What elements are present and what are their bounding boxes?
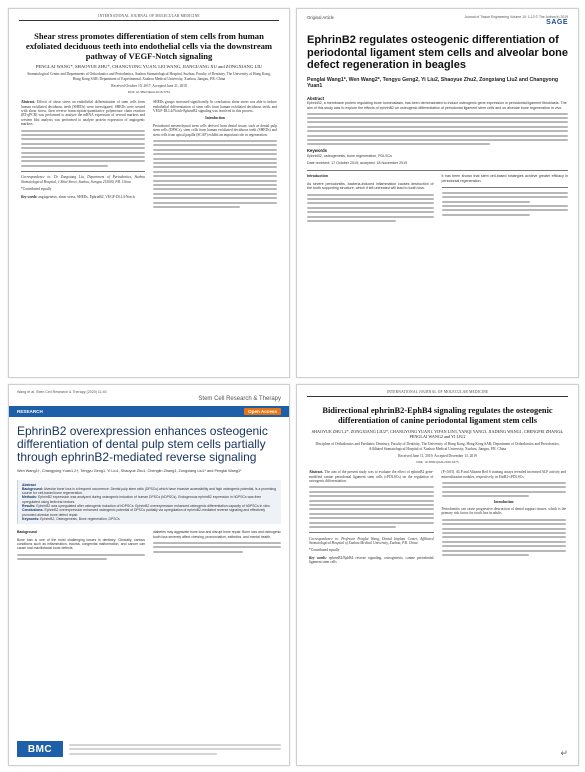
introduction-text: Periodontitis can cause progressive destruction of dental support tissues, which is the primary risk factor for tooth loss in adults. (441, 506, 566, 516)
journal-name: Stem Cell Research & Therapy (198, 396, 281, 402)
conclusions-label: Conclusions: (22, 508, 44, 513)
abstract-paragraph (21, 100, 145, 126)
text-line (21, 156, 145, 158)
text-line (307, 139, 568, 141)
received-dates: Received October 10, 2017; Accepted June 21, 2018 (111, 84, 187, 89)
publisher-logo: BMC (17, 741, 63, 757)
abstract-text: Effects of shear stress on endothelial differentiation of stem cells from human exfoliated deciduous teeth (SHEDs) were investigated. SHEDs were treated with shear stress, then reverse transcription-quantitative polymerase chain reaction (RT-qPCR) was performed to analyze the mRNA expression of several markers and western blot analysis was performed to analyze protein expression of angiogenic markers. (21, 100, 145, 127)
header-rule (19, 20, 279, 21)
text-line (153, 149, 277, 151)
author-list: SHAOYUE ZHU1,2*, ZONGXIANG LIU2*, CHANGYONG YUAN1, YIFAN LIN3, YANQI YANG3, JIADENG WANG1, CHENGFEI ZHANG4, PENGLAI WANG2 and YI LIU2 (311, 429, 564, 439)
text-line (153, 206, 240, 208)
introduction-continued: It has been shown that stem cell-based strategies achieve greater efficacy in periodontal regeneration. (441, 174, 568, 183)
text-line (442, 554, 529, 556)
text-line (307, 216, 434, 218)
text-line (442, 532, 567, 534)
text-line (17, 558, 107, 560)
text-line (153, 166, 277, 168)
abstract-block (307, 97, 568, 171)
background-body: Bone loss is one of the most challenging issues in dentistry. Clinically, various conditions such as inflammation, trauma, congenital malformation, and cancer can cause oral maxillofacial bone defects. (17, 537, 145, 551)
contributed-note: *Contributed equally (309, 548, 340, 553)
text-line (153, 542, 281, 544)
abstract-text: The aim of the present study was to evaluate the effect of ephrinB2 gene-modified canine periodontal ligament stem cells (cPDLSCs) on the regulation of osteogenic differentiation. (309, 470, 434, 483)
background-text: Alveolar bone loss is a frequent occurrence. Dental pulp stem cells (DPSCs) which have invasive accessibility and high osteogenic potential, is a promising source for cell-based bone regeneration. (22, 486, 277, 496)
left-column (309, 470, 434, 567)
conclusions-text: EphrinB2 overexpression enhanced osteogenic potential of DPSCs partially via upregulation of ephrinB2-mediated reverse signaling and effectively promoted alveolar bone defect repair. (22, 508, 266, 517)
open-access-badge: Open Access (244, 408, 281, 415)
affiliation: Discipline of Orthodontics and Paediatric Dentistry, Faculty of Dentistry, The University of Hong Kong, Hong Kong SAR; Department of Orthodontics and Periodontics, Affiliated Stomatological Hospital of Xuzhou Medical University, Xuzhou, Jiangsu, P.R. China (315, 442, 560, 451)
keywords-text: EphrinB2, Osteogenesis, Bone regeneration, DPSCs (40, 516, 120, 521)
text-line (153, 546, 281, 548)
text-line (309, 517, 434, 519)
license-footer (69, 741, 281, 757)
text-line (21, 130, 145, 132)
text-line (307, 113, 568, 115)
abstract-methods (22, 495, 277, 504)
abstract-heading: Abstract (22, 482, 36, 487)
text-line (69, 753, 217, 755)
contributed-note: *Contributed equally (21, 187, 52, 192)
keywords-heading: Keywords (307, 148, 328, 154)
introduction-heading: Introduction (493, 499, 514, 504)
paper-title: EphrinB2 overexpression enhances osteogenic differentiation of dental pulp stem cells partially through ephrinB2-mediated reverse signaling (17, 424, 268, 464)
keywords-block (307, 149, 568, 158)
page-top-bar (9, 385, 289, 394)
footnote-rule (21, 171, 145, 172)
left-column (21, 100, 145, 210)
received-dates: Received June 11, 2019; Accepted December 13, 2019 (398, 454, 477, 459)
text-line (153, 175, 277, 177)
background-label: Background: (22, 486, 43, 491)
text-line (309, 500, 434, 502)
keywords-paragraph (309, 556, 434, 565)
paper-page-ephrinb2-ephb4 (296, 384, 579, 766)
paper-title: Shear stress promotes differentiation of stem cells from human exfoliated deciduous teeth into endothelial cells via the downstream pathway of VEGF-Notch signaling (25, 31, 273, 61)
text-line (153, 184, 277, 186)
journal-header: INTERNATIONAL JOURNAL OF MOLECULAR MEDICINE (386, 390, 489, 394)
article-type: Original Article (307, 15, 334, 20)
text-line (442, 209, 569, 211)
text-line (309, 513, 434, 515)
text-line (307, 198, 434, 200)
right-column (442, 174, 569, 224)
doi: DOI: 10.3892/ijmm.2020.4475 (416, 460, 459, 465)
text-line (442, 486, 567, 488)
abstract-text: EphrinB2, a membrane protein regulating bone homeostasis, has been demonstrated to induce osteogenic gene expression in periodontal ligament fibroblasts. The aim of this study was to explore the effects of ephrinB2 on osteogenic differentiation of periodontal ligament stem cells and on alveolar bone regeneration in vivo. (307, 101, 567, 110)
background-heading: Background (17, 530, 37, 535)
author-list: Wen Wang1†, Changyong Yuan1,2†, Tengyu Geng1, Yi Liu1, Shaoyue Zhu1, Chenglin Zhang1, Zongxiang Liu1* and Penglai Wang1* (17, 469, 242, 473)
text-line (307, 117, 568, 119)
journal-info: Journal of Tissue Engineering Volume 10: 1-13 © The Author(s) 2019 (464, 15, 568, 19)
doi: DOI: 10.3892/ijmm.2018.3761 (127, 90, 171, 95)
body-columns (17, 530, 281, 562)
body-right-text: diabetes may aggravate bone loss and disrupt bone repair. Bone loss and osteogenic tooth loss severely affect chewing, pronunciation, esthetics, and mental health. (153, 530, 281, 539)
text-line (21, 138, 145, 140)
paper-page-ephrinb2-pdlsc (296, 8, 579, 378)
keywords-label: Key words: (309, 555, 327, 560)
affiliation: Stomatological Center and Departments of Orthodontics and Periodontics, Suzhou Stomatological Hospital, Suzhou; Faculty of Dentistry, The University of Hong Kong, Hong Kong SAR; Department of Experimental, Xuzhou Medical University, Xuzhou, Jiangsu, P.R. China (27, 72, 271, 81)
article-type-bar (9, 406, 289, 417)
text-line (442, 541, 567, 543)
abstract-heading: Abstract (307, 95, 324, 101)
introduction-text: As severe periodontitis, bacteria-induced inflammation causes destruction of the tooth supporting structure, which if left untreated will lead to tooth loss. (307, 181, 434, 191)
paper-title: EphrinB2 regulates osteogenic differentiation of periodontal ligament stem cells and alveolar bone defect regeneration in beagles (307, 34, 569, 72)
text-line (442, 192, 569, 194)
left-column (307, 174, 434, 224)
keywords-label: Key words: (21, 194, 38, 199)
abstract-keywords (22, 517, 277, 521)
text-line (442, 495, 529, 497)
footnote-rule (309, 532, 434, 533)
text-line (153, 140, 277, 142)
text-line (153, 144, 277, 146)
text-line (153, 202, 277, 204)
text-line (307, 121, 568, 123)
journal-block (464, 15, 568, 26)
right-column (153, 530, 281, 562)
text-line (307, 143, 490, 145)
text-line (307, 202, 434, 204)
text-line (307, 194, 434, 196)
left-column (17, 530, 145, 562)
abstract-background (22, 487, 277, 496)
text-line (309, 522, 434, 524)
text-line (442, 523, 567, 525)
paper-title: Bidirectional ephrinB2-EphB4 signaling regulates the osteogenic differentiation of canine periodontal ligament stem cells (322, 406, 553, 425)
abstract-label: Abstract. (309, 470, 324, 475)
text-line (307, 211, 434, 213)
results-text: EphrinB2 was upregulated after osteogenic induction of hDPSCs. EphrinB2 overexpression enhanced osteogenic differentiation capacity of hDPSCs in vitro. (36, 504, 271, 509)
journal-header: INTERNATIONAL JOURNAL OF MOLECULAR MEDICINE (98, 14, 200, 18)
text-line (309, 508, 434, 510)
keywords-text: ephrinB2/EphB4 reverse signaling, osteogenesis, canine periodontal ligament stem cells (309, 555, 434, 565)
text-line (21, 165, 108, 167)
correspondence: Correspondence to: Dr Zongxiang Liu, Department of Periodontics, Suzhou Stomatological Hospital, 1 Shizi Street, Suzhou, Jiangsu 215000, P.R. China (21, 175, 145, 184)
text-line (442, 536, 567, 538)
text-line (21, 134, 145, 136)
text-line (307, 126, 568, 128)
introduction-heading: Introduction (307, 174, 328, 179)
keywords-text: angiogenesis, shear stress, SHEDs, EphrinB2, VEGF-DLL4-Notch (38, 194, 135, 199)
text-line (442, 528, 567, 530)
abstract-box (17, 480, 281, 525)
right-column (442, 470, 567, 567)
text-line (153, 193, 277, 195)
text-line (442, 214, 531, 216)
citation-line: Wang et al. Stem Cell Research & Therapy (2020) 11:40 (17, 390, 107, 394)
text-line (153, 158, 277, 160)
body-columns (307, 174, 568, 224)
text-line (307, 135, 568, 137)
text-line (21, 160, 145, 162)
right-column (153, 100, 277, 210)
section-rule (307, 170, 568, 171)
body-columns (21, 100, 277, 210)
keywords-label: Keywords: (22, 516, 40, 521)
text-line (309, 486, 434, 488)
abstract-continued: SHEDs groups increased significantly. In conclusion, shear stress was able to induce endothelial differentiation of stem cells from human exfoliated deciduous teeth, and VEGF-DLL4/Notch-EphrinB2 signaling was involved in this process. (153, 100, 277, 113)
research-label: RESEARCH (17, 409, 43, 414)
author-list: Penglai Wang1*, Wen Wang2*, Tengyu Geng2, Yi Liu2, Shaoyue Zhu2, Zongxiang Liu2 and Changyong Yuan1 (307, 76, 559, 89)
return-mark-icon: ↵ (560, 748, 568, 758)
abstract-conclusions (22, 508, 277, 517)
abstract-label: Abstract. (21, 100, 36, 105)
keywords-paragraph (21, 195, 145, 199)
publisher-logo: SAGE (546, 19, 568, 27)
text-line (153, 162, 277, 164)
text-line (307, 207, 434, 209)
paper-page-shear-stress (8, 8, 290, 378)
text-line (21, 147, 145, 149)
paper-page-ephrinb2-dpsc (8, 384, 290, 766)
text-line (442, 196, 569, 198)
text-line (442, 201, 531, 203)
keywords-text: EphrinB2, osteogenesis, bone regeneration, PDLSCs (307, 153, 392, 158)
text-line (309, 504, 434, 506)
text-line (153, 551, 243, 553)
text-line (309, 491, 434, 493)
text-line (307, 130, 568, 132)
text-line (21, 152, 145, 154)
text-line (307, 220, 396, 222)
footnote-rule (442, 187, 569, 188)
header-rule (307, 396, 568, 397)
correspondence: Correspondence to: Professor Penglai Wang, Dental Implant Center, Affiliated Stomatological Hospital of Xuzhou Medical University, Xuzhou, P.R. China (309, 536, 434, 545)
text-line (442, 205, 569, 207)
text-line (309, 495, 434, 497)
results-label: Results: (22, 504, 36, 509)
text-line (153, 153, 277, 155)
methods-text: EphrinB2 expression was analyzed during osteogenic induction of human DPSCs (hDPSCs). Endogenous ephrinB2 expression in hDPSCs was then upregulated using lentiviral vectors. (22, 495, 262, 504)
text-line (153, 188, 277, 190)
body-columns (309, 470, 566, 567)
text-line (21, 143, 145, 145)
introduction-heading: Introduction (205, 116, 225, 121)
text-line (442, 545, 567, 547)
text-line (309, 526, 396, 528)
text-line (442, 491, 567, 493)
text-line (442, 519, 567, 521)
abstract-paragraph (309, 470, 434, 483)
abstract-continued: (P<0.05). ALP and Alizarin Red S staining assays revealed increased ALP activity and mineralization nodules, respectively, in EfnB2-cPDLSCs. (441, 470, 566, 479)
page-top-bar (297, 9, 578, 26)
introduction-text: Periodontal mesenchymal stem cells derived from dental tissue, such as dental pulp stem cells (DPSCs), stem cells from human exfoliated deciduous teeth (SHEDs) and stem cells from apical papilla (SCAP) exhibit an important role in regeneration. (153, 123, 277, 137)
author-list: PENGLAI WANG*, SHAOYUE ZHU*, CHANGYONG YUAN, LEI WANG, JIANGUANG XU and ZONGXIANG LIU (35, 64, 263, 69)
text-line (442, 550, 567, 552)
text-line (153, 197, 277, 199)
text-line (17, 554, 145, 556)
text-line (69, 748, 281, 750)
methods-label: Methods: (22, 495, 38, 500)
text-line (153, 171, 277, 173)
text-line (442, 482, 567, 484)
text-line (69, 744, 281, 746)
text-line (153, 180, 277, 182)
received-dates: Date received: 17 October 2019; accepted: 18 November 2019 (307, 161, 408, 166)
